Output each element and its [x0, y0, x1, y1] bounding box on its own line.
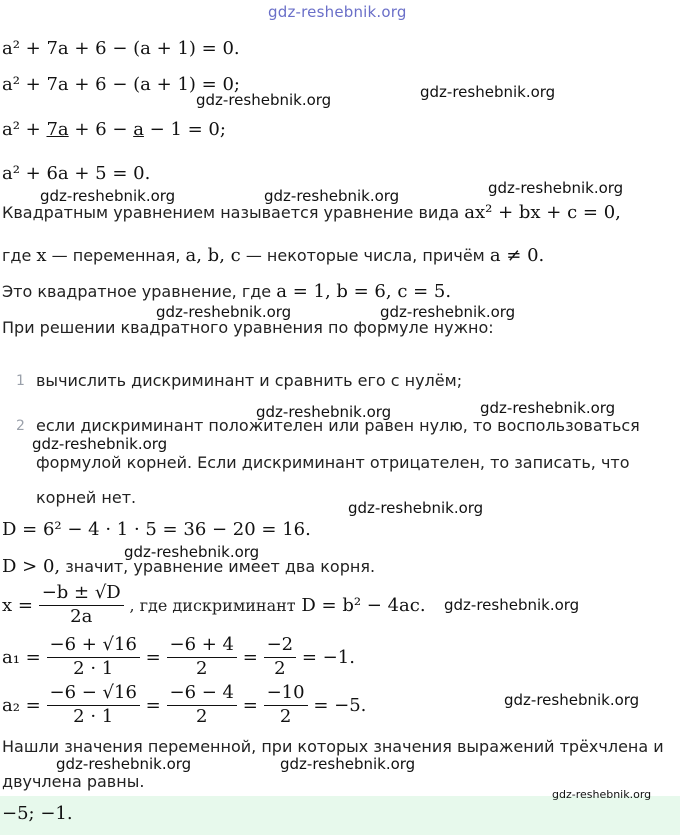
discriminant-calc: D = 6² − 4 · 1 · 5 = 36 − 20 = 16.	[2, 519, 311, 540]
answer-value: −5; −1.	[2, 803, 73, 824]
discriminant-positive-line	[2, 556, 375, 577]
conclusion-line-1: Нашли значения переменной, при которых значения выражений трёхчлена и	[2, 737, 664, 756]
root-formula-disc: D = b² − 4ac.	[301, 594, 426, 616]
root-formula-fraction	[39, 584, 124, 627]
watermark: gdz-reshebnik.org	[488, 179, 624, 197]
step-2-line-2: формулой корней. Если дискриминант отрицателен, то записать, что	[36, 453, 630, 472]
a1-f2-denominator: 2	[196, 657, 208, 679]
equals-sign: =	[145, 646, 161, 668]
root-formula	[2, 584, 426, 627]
a2-f2-numerator: −6 − 4	[167, 684, 238, 706]
where-x: x	[36, 245, 47, 266]
a2-fraction-1	[47, 684, 140, 727]
a2-f1-denominator: 2 · 1	[73, 705, 114, 727]
a1-result: = −1.	[301, 646, 355, 668]
equals-sign: =	[242, 694, 258, 716]
root-formula-lhs: x =	[2, 594, 33, 616]
equals-sign: =	[145, 694, 161, 716]
watermark: gdz-reshebnik.org	[256, 403, 392, 421]
equation-line-1: a² + 7a + 6 − (a + 1) = 0.	[2, 38, 240, 59]
this-is-text: Это квадратное уравнение, где	[2, 282, 272, 301]
discriminant-positive-text: значит, уравнение имеет два корня.	[65, 557, 376, 576]
eq3-underlined-7a: 7a	[46, 119, 69, 140]
coeffs-values: a = 1, b = 6, c = 5.	[276, 281, 452, 302]
a2-f1-numerator: −6 − √16	[47, 684, 140, 706]
watermark: gdz-reshebnik.org	[504, 691, 640, 709]
watermark-top: gdz-reshebnik.org	[268, 3, 407, 21]
a2-lhs: a₂ =	[2, 694, 41, 716]
a1-f1-numerator: −6 + √16	[47, 636, 140, 658]
watermark: gdz-reshebnik.org	[348, 499, 484, 517]
watermark: gdz-reshebnik.org	[196, 91, 332, 109]
root-a2-line	[2, 684, 366, 727]
a1-fraction-2	[167, 636, 238, 679]
step-1-text: вычислить дискриминант и сравнить его с нулём;	[36, 371, 463, 390]
watermark: gdz-reshebnik.org	[444, 596, 580, 614]
eq3-underlined-a: a	[133, 119, 144, 140]
definition-text: Квадратным уравнением называется уравнение вида	[2, 203, 460, 222]
equals-sign: =	[242, 646, 258, 668]
equation-line-4: a² + 6a + 5 = 0.	[2, 163, 151, 184]
watermark: gdz-reshebnik.org	[40, 187, 176, 205]
a1-fraction-1	[47, 636, 140, 679]
a1-fraction-3	[264, 636, 297, 679]
root-formula-numerator: −b ± √D	[39, 584, 124, 606]
eq3-part-post: − 1 = 0;	[143, 119, 226, 140]
where-intro: где	[2, 246, 32, 265]
a2-f3-numerator: −10	[264, 684, 308, 706]
discriminant-positive-math: D > 0,	[2, 556, 61, 577]
a1-f1-denominator: 2 · 1	[73, 657, 114, 679]
where-cond: a ≠ 0.	[489, 245, 545, 266]
watermark: gdz-reshebnik.org	[264, 187, 400, 205]
step-1-number: 1	[16, 373, 25, 389]
watermark: gdz-reshebnik.org	[380, 303, 516, 321]
watermark-small: gdz-reshebnik.org	[552, 788, 652, 801]
a2-f2-denominator: 2	[196, 705, 208, 727]
watermark: gdz-reshebnik.org	[280, 755, 416, 773]
a2-result: = −5.	[313, 694, 367, 716]
equation-line-2: a² + 7a + 6 − (a + 1) = 0;	[2, 74, 240, 95]
watermark: gdz-reshebnik.org	[156, 303, 292, 321]
step-2-line-3: корней нет.	[36, 488, 137, 507]
where-mid2: — некоторые числа, причём	[245, 246, 485, 265]
a1-lhs: a₁ =	[2, 646, 41, 668]
where-abc: a, b, c	[185, 245, 241, 266]
conclusion-line-2: двучлена равны.	[2, 772, 145, 791]
a1-f3-numerator: −2	[264, 636, 297, 658]
definition-formula: ax² + bx + c = 0,	[464, 202, 621, 223]
watermark: gdz-reshebnik.org	[56, 755, 192, 773]
eq3-part-pre: a² +	[2, 119, 47, 140]
a1-f2-numerator: −6 + 4	[167, 636, 238, 658]
eq3-part-mid: + 6 −	[68, 119, 134, 140]
root-formula-text: , где дискриминант	[129, 595, 296, 615]
step-2-line-1: если дискриминант положителен или равен нулю, то воспользоваться	[36, 416, 640, 435]
definition-line	[2, 202, 621, 223]
root-a1-line	[2, 636, 355, 679]
watermark: gdz-reshebnik.org	[420, 83, 556, 101]
a2-fraction-3	[264, 684, 308, 727]
watermark: gdz-reshebnik.org	[124, 543, 260, 561]
coeffs-line	[2, 281, 451, 302]
solving-intro: При решении квадратного уравнения по формуле нужно:	[2, 318, 494, 337]
root-formula-denominator: 2a	[70, 605, 93, 627]
a1-f3-denominator: 2	[274, 657, 286, 679]
where-mid: — переменная,	[51, 246, 181, 265]
watermark: gdz-reshebnik.org	[32, 435, 168, 453]
watermark: gdz-reshebnik.org	[480, 399, 616, 417]
step-2-number: 2	[16, 418, 25, 434]
a2-fraction-2	[167, 684, 238, 727]
equation-line-3	[2, 119, 226, 140]
answer-box	[0, 788, 680, 835]
where-line	[2, 245, 544, 266]
a2-f3-denominator: 2	[279, 705, 292, 727]
